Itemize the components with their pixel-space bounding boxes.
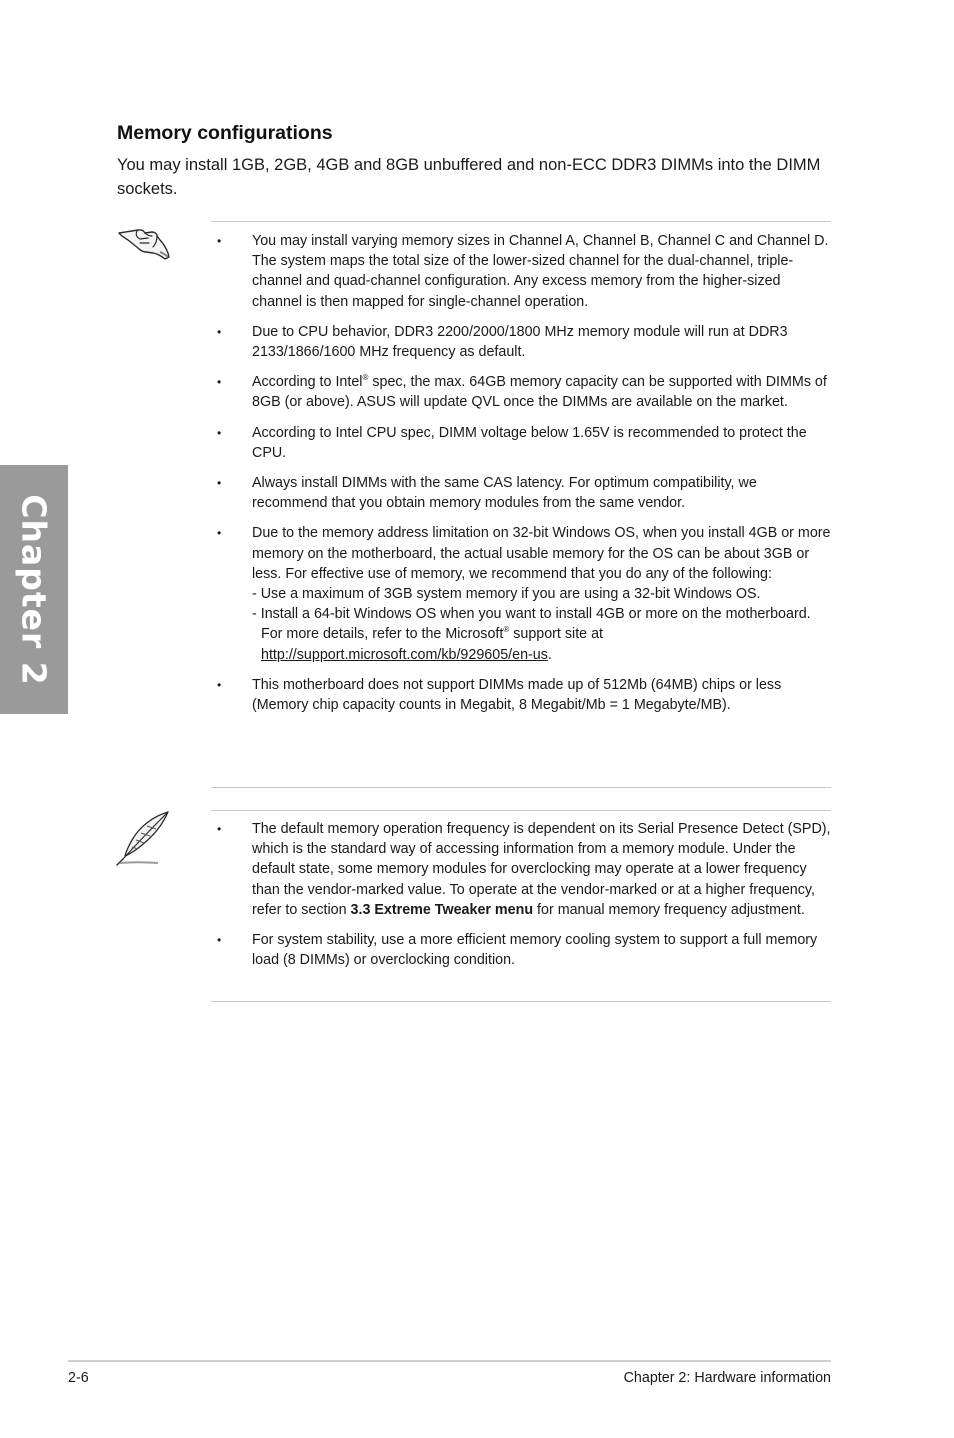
bullet: •	[217, 425, 222, 440]
list-item	[211, 819, 831, 920]
list-item	[211, 423, 831, 463]
bullet: •	[217, 526, 222, 541]
note-text: According to Intel CPU spec, DIMM voltage below 1.65V is recommended to protect the CPU.	[252, 424, 807, 461]
note-text: Always install DIMMs with the same CAS latency. For optimum compatibility, we recommend that you obtain memory modules from the same vendor.	[252, 475, 757, 512]
list-item	[211, 231, 831, 312]
support-link-line	[252, 645, 831, 665]
bullet: •	[217, 375, 222, 390]
list-item	[211, 322, 831, 362]
note-text: for manual memory frequency adjustment.	[533, 901, 805, 918]
footer-chapter-label: Chapter 2: Hardware information	[623, 1370, 831, 1386]
note-text: spec, the max. 64GB memory capacity can be supported with DIMMs of 8GB (or above). ASUS will update QVL once the DIMMs are available on the market.	[252, 374, 827, 411]
bullet: •	[217, 476, 222, 491]
chapter-side-tab	[0, 465, 68, 714]
list-item	[211, 930, 831, 970]
more-details-text: For more details, refer to the Microsoft	[261, 626, 504, 643]
dash: -	[252, 606, 261, 623]
list-item	[211, 372, 831, 412]
note-box-frequency-notes	[211, 810, 831, 1002]
bullet: •	[217, 324, 222, 339]
feather-quill-icon	[114, 810, 172, 868]
list-item	[211, 675, 831, 715]
note-list	[211, 819, 831, 970]
note-subitem: - Use a maximum of 3GB system memory if you are using a 32-bit Windows OS.	[252, 586, 761, 603]
list-item	[211, 473, 831, 513]
registered-mark: ®	[362, 373, 369, 383]
note-text: Due to the memory address limitation on 32-bit Windows OS, when you install 4GB or more memory on the motherboard, the actual usable memory for the OS can be about 3GB or less. For effective use of memory, we recommend that you do any of the following:	[252, 525, 831, 582]
note-box-memory-notes	[211, 221, 831, 788]
note-subitem: Install a 64-bit Windows OS when you want to install 4GB or more on the motherboard.	[260, 606, 811, 623]
note-list	[211, 231, 831, 715]
bullet: •	[217, 822, 222, 836]
section-reference: 3.3 Extreme Tweaker menu	[350, 901, 534, 918]
footer-divider	[68, 1360, 831, 1362]
note-text: For system stability, use a more efficient memory cooling system to support a full memory load (8 DIMMs) or overclocking condition.	[252, 932, 818, 969]
more-details	[252, 624, 831, 644]
registered-mark: ®	[503, 625, 510, 635]
period: .	[547, 646, 552, 663]
note-text: The default memory operation frequency is dependent on its Serial Presence Detect (SPD), which is the standard way of accessing information from a memory module. Under the default state, some memory modules for overclocking may operate at a lower frequency than the vendor-marked value. To operate at the vendor-marked or at a higher frequency, refer to section	[252, 821, 831, 918]
section-title: Memory configurations	[117, 122, 333, 144]
microsoft-support-link[interactable]: http://support.microsoft.com/kb/929605/en-us	[261, 646, 548, 663]
note-text: You may install varying memory sizes in Channel A, Channel B, Channel C and Channel D. The system maps the total size of the lower-sized channel for the dual-channel, triple-channel and quad-channel configuration. Any excess memory from the higher-sized channel is then mapped for single-channel operation.	[252, 233, 829, 310]
more-details-text: support site at	[509, 626, 604, 643]
hand-pointing-icon	[116, 222, 172, 262]
bullet: •	[217, 933, 222, 948]
bullet: •	[217, 234, 222, 248]
note-text: Due to CPU behavior, DDR3 2200/2000/1800 MHz memory module will run at DDR3 2133/1866/1600 MHz frequency as default.	[252, 323, 788, 361]
page-number: 2-6	[68, 1370, 89, 1386]
note-text: According to Intel	[252, 374, 363, 391]
list-item	[211, 523, 831, 664]
chapter-tab-label: Chapter 2	[14, 493, 54, 686]
note-subitem-wrap	[252, 604, 831, 624]
section-intro: You may install 1GB, 2GB, 4GB and 8GB unbuffered and non-ECC DDR3 DIMMs into the DIMM sockets.	[117, 156, 821, 198]
note-text: This motherboard does not support DIMMs made up of 512Mb (64MB) chips or less (Memory chip capacity counts in Megabit, 8 Megabit/Mb = 1 Megabyte/MB).	[252, 676, 782, 714]
bullet: •	[217, 677, 222, 692]
